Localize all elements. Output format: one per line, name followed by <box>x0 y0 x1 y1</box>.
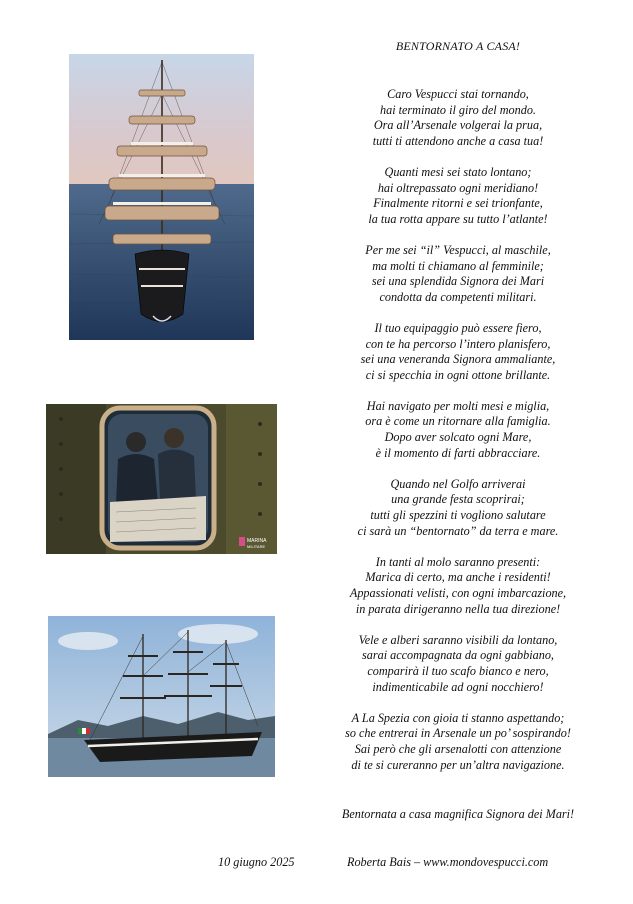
poem-line: Finalmente ritorni e sei trionfante, <box>373 196 543 211</box>
poem-line: sei una veneranda Signora ammaliante, <box>360 352 556 367</box>
stanza-7 <box>300 555 616 617</box>
poem-line: hai terminato il giro del mondo. <box>380 102 536 117</box>
poem-line: comparirà il tuo scafo bianco e nero, <box>367 663 549 678</box>
footer-date: 10 giugno 2025 <box>218 855 295 869</box>
crew-porthole-illustration <box>46 404 277 554</box>
poem-line: Sai però che gli arsenalotti con attenzione <box>354 741 562 756</box>
poem-line: sei una splendida Signora dei Mari <box>371 274 545 289</box>
stanza-3 <box>300 243 616 305</box>
poem-line: Dopo aver solcato ogni Mare, <box>384 430 532 445</box>
watermark-line1: MARINA <box>247 538 267 544</box>
poem-line: Quando nel Golfo arriverai <box>390 476 526 491</box>
poem-line: ci si specchia in ogni ottone brillante. <box>365 367 551 382</box>
poem-line: Caro Vespucci stai tornando, <box>387 87 529 101</box>
poem-line: Appassionati velisti, con ogni imbarcazione, <box>349 586 567 600</box>
poem-line: la tua rotta appare su tutto l’atlante! <box>368 211 548 226</box>
poem-line: tutti ti attendono anche a casa tua! <box>372 133 544 148</box>
poem-line: hai oltrepassato ogni meridiano! <box>377 180 539 195</box>
stanza-1 <box>300 87 616 149</box>
stanza-4 <box>300 321 616 383</box>
poem-line: In tanti al molo saranno presenti: <box>375 554 541 569</box>
stanza-2 <box>300 165 616 227</box>
watermark-line2: MILITARE <box>247 544 266 549</box>
poem-line: Quanti mesi sei stato lontano; <box>384 164 532 179</box>
poem-line: so che entrerai in Arsenale un po’ sospirando! <box>345 726 571 741</box>
poem-line: Marica di certo, ma anche i residenti! <box>365 570 551 585</box>
poem-line: Vele e alberi saranno visibili da lontano, <box>358 632 558 647</box>
poem-line: di te si cureranno per un’altra navigazione. <box>351 757 565 772</box>
poem-line: ci sarà un “bentornato” da terra e mare. <box>357 523 559 538</box>
ship-bow-illustration <box>69 54 254 340</box>
poem-line: condotta da competenti militari. <box>379 289 537 304</box>
stanza-8 <box>300 633 616 695</box>
footer-author: Roberta Bais – www.mondovespucci.com <box>347 855 549 869</box>
poem-line: Il tuo equipaggio può essere fiero, <box>374 320 542 335</box>
poem-line: A La Spezia con gioia ti stanno aspettando; <box>351 710 565 725</box>
poem-line: è il momento di farti abbracciare. <box>375 445 541 460</box>
poem-body <box>300 87 616 789</box>
poem-line: tutti gli spezzini ti vogliono salutare <box>370 508 546 523</box>
poem-line: ora è come un ritornare alla famiglia. <box>365 414 551 429</box>
stanza-6 <box>300 477 616 539</box>
stanza-9 <box>300 711 616 773</box>
poem-line: indimenticabile ad ogni nocchiero! <box>372 679 544 694</box>
poem-line: Ora all’Arsenale volgerai la prua, <box>373 118 543 133</box>
stanza-5 <box>300 399 616 461</box>
ship-broadside-illustration <box>48 616 275 777</box>
ship-broadside-photo <box>48 616 275 777</box>
poem-line: sarai accompagnata da ogni gabbiano, <box>362 648 554 663</box>
ship-bow-photo <box>69 54 254 340</box>
poem-line: con te ha percorso l’intero planisfero, <box>365 336 551 351</box>
poem-title: BENTORNATO A CASA! <box>395 39 521 53</box>
poem-line: in parata dirigeranno nella tua direzione! <box>355 601 561 616</box>
poem-line: Per me sei “il” Vespucci, al maschile, <box>365 242 551 257</box>
crew-porthole-photo <box>46 404 277 554</box>
poem-line: ma molti ti chiamano al femminile; <box>372 258 544 273</box>
closing-line: Bentornata a casa magnifica Signora dei Mari! <box>341 807 575 821</box>
poem-line: Hai navigato per molti mesi e miglia, <box>366 398 550 413</box>
poem-line: una grande festa scoprirai; <box>391 492 525 507</box>
